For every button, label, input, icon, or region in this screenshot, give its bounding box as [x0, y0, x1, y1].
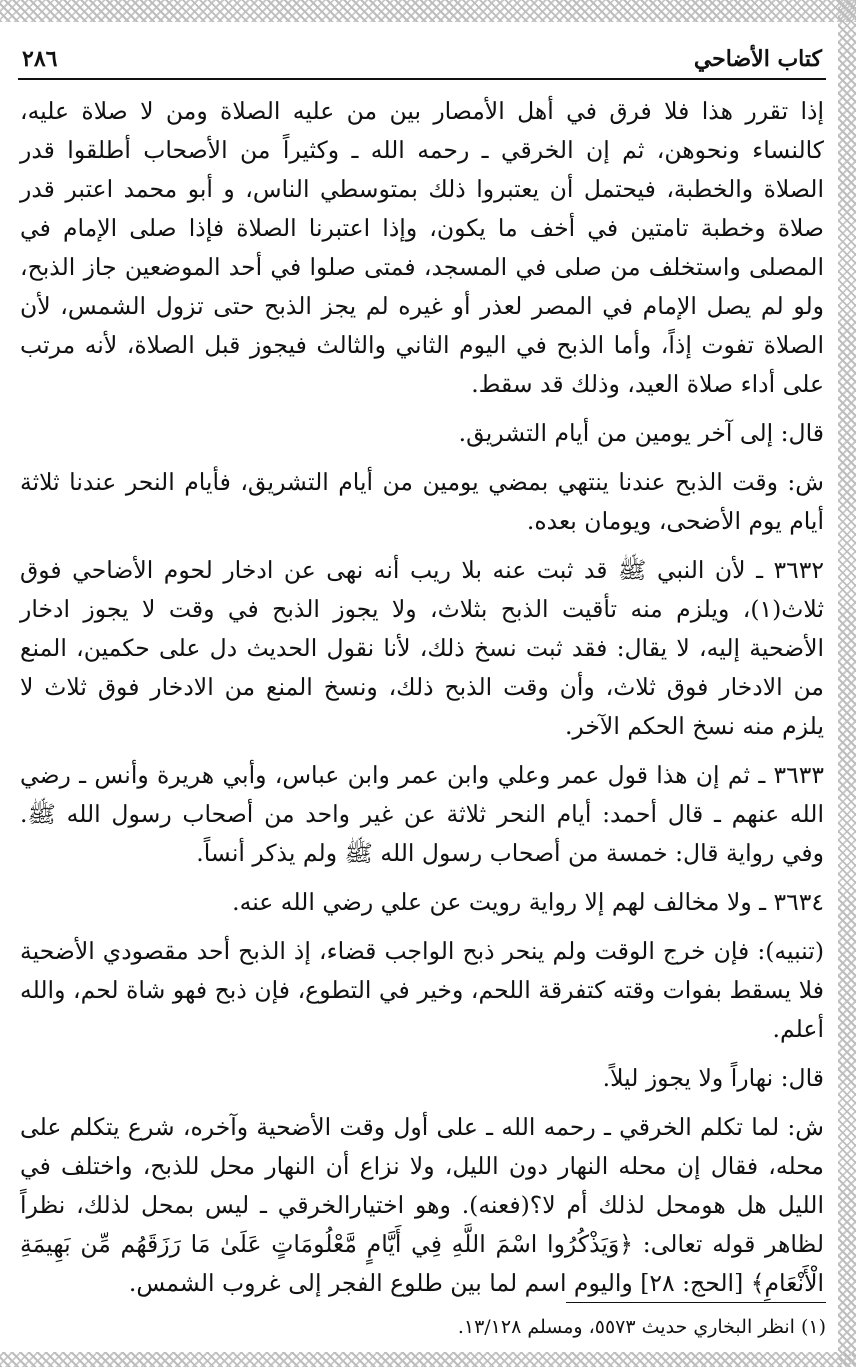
paragraph: إذا تقرر هذا فلا فرق في أهل الأمصار بين من عليه الصلاة ومن لا صلاة عليه، كالنساء ونحوهن، ثم إن الخرقي ـ رحمه الله ـ وكثيراً من الأصحاب أطلقوا قدر الصلاة والخطبة، فيحتمل أن يعتبروا ذلك بمتوسطي الناس، و أبو محمد اعتبر قدر صلاة وخطبة تامتين في أخف ما يكون، وإذا اعتبرنا الصلاة فإذا صلى الإمام في المصلى واستخلف من صلى في المسجد، فمتى صلوا في أحد الموضعين جاز الذبح، ولو لم يصل الإمام في المصر لعذر أو غيره لم يجز الذبح حتى تزول الشمس، لأن الصلاة تفوت إذاً، وأما الذبح في اليوم الثاني والثالث فيجوز قبل الصلاة، لأنه مرتب على أداء صلاة العيد، وذلك قد سقط. — [20, 97, 824, 398]
page-header — [18, 40, 826, 80]
page-number: ٢٨٦ — [22, 46, 58, 72]
decorative-border-right — [838, 0, 856, 1367]
footnote: (١) انظر البخاري حديث ٥٥٧٣، ومسلم ١٣/١٢٨. — [457, 1316, 826, 1338]
page-body — [18, 80, 826, 1303]
paragraph: قال: إلى آخر يومين من أيام التشريق. — [458, 419, 824, 447]
paragraph: قال: نهاراً ولا يجوز ليلاً. — [602, 1064, 824, 1092]
book-page — [18, 40, 826, 1340]
paragraph: ش: لما تكلم الخرقي ـ رحمه الله ـ على أول وقت الأضحية وآخره، شرع يتكلم على محله، فقال إن محله النهار دون الليل، ولا نزاع أن النهار محل للذبح، واختلف في الليل هل هومحل لذلك أم لا؟(فعنه). وهو اختيارالخرقي ـ ليس بمحل لذلك، نظراً لظاهر قوله تعالى: ﴿وَيَذْكُرُوا اسْمَ اللَّهِ فِي أَيَّامٍ مَّعْلُومَاتٍ عَلَىٰ مَا رَزَقَهُم مِّن بَهِيمَةِ الْأَنْعَامِ﴾ [الحج: ٢٨] واليوم اسم لما بين طلوع الفجر إلى غروب الشمس. — [20, 1113, 824, 1297]
paragraph: ٣٦٣٣ ـ ثم إن هذا قول عمر وعلي وابن عمر وابن عباس، وأبي هريرة وأنس ـ رضي الله عنهم ـ قال أحمد: أيام النحر ثلاثة عن غير واحد من أصحاب رسول الله ﷺ. وفي رواية قال: خمسة من أصحاب رسول الله ﷺ ولم يذكر أنساً. — [20, 761, 824, 867]
footnote-divider — [566, 1302, 826, 1303]
paragraph: (تنبيه): فإن خرج الوقت ولم ينحر ذبح الواجب قضاء، إذ الذبح أحد مقصودي الأضحية فلا يسقط بفوات وقته كتفرقة اللحم، وخير في التطوع، فإن ذبح فهو شاة لحم، والله أعلم. — [20, 937, 824, 1043]
paragraph: ش: وقت الذبح عندنا ينتهي بمضي يومين من أيام التشريق، فأيام النحر عندنا ثلاثة أيام يوم الأضحى، ويومان بعده. — [20, 468, 824, 535]
decorative-border-bottom — [0, 1352, 856, 1367]
paragraph: ٣٦٣٢ ـ لأن النبي ﷺ قد ثبت عنه بلا ريب أنه نهى عن ادخار لحوم الأضاحي فوق ثلاث(١)، ويلزم منه تأقيت الذبح بثلاث، ولا يجوز الذبح في وقت لا يجوز ادخار الأضحية إليه، لا يقال: فقد ثبت نسخ ذلك، لأنا نقول الحديث دل على حكمين، المنع من الادخار فوق ثلاث، وأن وقت الذبح ذلك، ونسخ المنع من الادخار فوق ثلاث لا يلزم منه نسخ الحكم الآخر. — [20, 556, 824, 740]
decorative-border-top — [0, 0, 856, 22]
book-title: كتاب الأضاحي — [693, 46, 822, 72]
paragraph: ٣٦٣٤ ـ ولا مخالف لهم إلا رواية رويت عن علي رضي الله عنه. — [232, 888, 824, 916]
